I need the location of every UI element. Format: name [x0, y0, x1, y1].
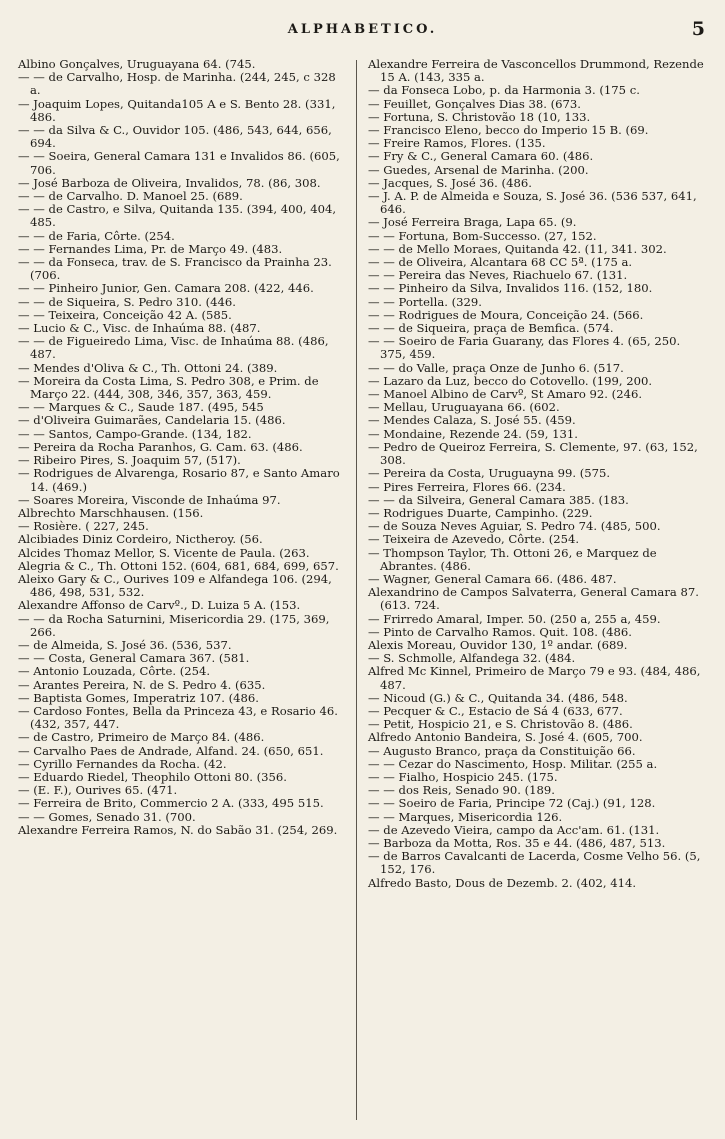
left-column [18, 58, 348, 837]
directory-entry: — Pecquer & C., Estacio de Sá 4 (633, 677. [368, 703, 623, 718]
directory-entry: — — Rodrigues de Moura, Conceição 24. (566. [368, 307, 644, 322]
directory-entry: — Petit, Hospicio 21, e S. Christovão 8. (486. [368, 717, 633, 732]
directory-entry: Alfredo Basto, Dous de Dezemb. 2. (402, 414. [368, 875, 637, 890]
directory-entry: — Carvalho Paes de Andrade, Alfand. 24. (650, 651. [18, 743, 324, 758]
directory-entry: Alcides Thomaz Mellor, S. Vicente de Paula. (263. [18, 545, 310, 560]
directory-entry: — Lucio & C., Visc. de Inhaúma 88. (487. [18, 321, 261, 336]
directory-entry: Alexandrino de Campos Salvaterra, General Camara 87. (613. 724. [368, 585, 699, 613]
directory-entry: — — de Mello Moraes, Quitanda 42. (11, 341. 302. [368, 241, 667, 256]
directory-entry: — — Fialho, Hospicio 245. (175. [368, 769, 558, 784]
directory-entry: — Soares Moreira, Visconde de Inhaúma 97. [18, 492, 281, 507]
directory-entry: — Baptista Gomes, Imperatriz 107. (486. [18, 690, 259, 705]
directory-entry: — de Barros Cavalcanti de Lacerda, Cosme Velho 56. (5, 152, 176. [368, 849, 701, 877]
directory-entry: — de Souza Neves Aguiar, S. Pedro 74. (485, 500. [368, 519, 661, 534]
directory-entry: — — Cezar do Nascimento, Hosp. Militar. (255 a. [368, 756, 658, 771]
directory-entry: — — de Siqueira, S. Pedro 310. (446. [18, 294, 236, 309]
directory-entry: — de Azevedo Vieira, campo da Acc'am. 61. (131. [368, 822, 660, 837]
running-title: ALPHABETICO. [287, 22, 438, 37]
directory-entry: — — Marques, Misericordia 126. [368, 809, 563, 824]
directory-entry: — — de Faria, Côrte. (254. [18, 228, 175, 243]
directory-entry: — Mendes d'Oliva & C., Th. Ottoni 24. (389. [18, 360, 278, 375]
directory-entry: — Fry & C., General Camara 60. (486. [368, 149, 594, 164]
directory-entry: — — Soeiro de Faria Guarany, das Flores 4. (65, 250. 375, 459. [368, 334, 681, 362]
directory-entry: — — de Carvalho. D. Manoel 25. (689. [18, 189, 243, 204]
directory-entry: — — Teixeira, Conceição 42 A. (585. [18, 307, 232, 322]
directory-entry: — Wagner, General Camara 66. (486. 487. [368, 571, 617, 586]
directory-entry: — de Almeida, S. José 36. (536, 537. [18, 637, 232, 652]
directory-entry: — de Castro, Primeiro de Março 84. (486. [18, 730, 265, 745]
directory-entry: — — Costa, General Camara 367. (581. [18, 651, 250, 666]
directory-entry: Alexandre Ferreira de Vasconcellos Drummond, Rezende 15 A. (143, 335 a. [368, 57, 704, 85]
directory-entry: — Lazaro da Luz, becco do Cotovello. (199, 200. [368, 373, 653, 388]
directory-entry: — — da Fonseca, trav. de S. Francisco da Prainha 23. (706. [18, 255, 332, 283]
directory-entry: — Cyrillo Fernandes da Rocha. (42. [18, 756, 227, 771]
directory-entry: — Francisco Eleno, becco do Imperio 15 B. (69. [368, 123, 649, 138]
directory-entry: — Augusto Branco, praça da Constituição 66. [368, 743, 636, 758]
directory-entry: — Arantes Pereira, N. de S. Pedro 4. (635. [18, 677, 266, 692]
directory-entry: — Rosière. ( 227, 245. [18, 519, 149, 534]
directory-entry: — — da Silveira, General Camara 385. (183. [368, 492, 629, 507]
directory-entry: — Pedro de Queiroz Ferreira, S. Clemente, 97. (63, 152, 308. [368, 439, 698, 468]
directory-entry: — — Pinheiro Junior, Gen. Camara 208. (422, 446. [18, 281, 314, 296]
directory-entry: Alexandre Affonso de Carvº., D. Luiza 5 A. (153. [18, 598, 301, 613]
directory-entry: — Frirredo Amaral, Imper. 50. (250 a, 255 a, 459. [368, 611, 661, 626]
directory-entry: Alexis Moreau, Ouvidor 130, 1º andar. (689. [368, 637, 628, 652]
directory-entry: — — de Oliveira, Alcantara 68 CC 5ª. (175 a. [368, 255, 633, 270]
directory-entry: — Nicoud (G.) & C., Quitanda 34. (486, 548. [368, 690, 628, 705]
right-column [368, 58, 708, 890]
directory-entry: Alegria & C., Th. Ottoni 152. (604, 681, 684, 699, 657. [18, 558, 339, 573]
directory-entry: — Rodrigues Duarte, Campinho. (229. [368, 505, 593, 520]
directory-entry: — da Fonseca Lobo, p. da Harmonia 3. (175 c. [368, 83, 640, 98]
directory-entry: — Pereira da Rocha Paranhos, G. Cam. 63. (486. [18, 439, 303, 454]
directory-entry: — — Soeiro de Faria, Principe 72 (Caj.) (91, 128. [368, 796, 656, 811]
directory-entry: — Rodrigues de Alvarenga, Rosario 87, e Santo Amaro 14. (469.) [18, 466, 340, 494]
directory-entry: — S. Schmolle, Alfandega 32. (484. [368, 651, 576, 666]
directory-entry: — Eduardo Riedel, Theophilo Ottoni 80. (356. [18, 769, 287, 784]
directory-entry: — Mendes Calaza, S. José 55. (459. [368, 413, 576, 428]
directory-entry: — Joaquim Lopes, Quitanda105 A e S. Bento 28. (331, 486. [18, 96, 336, 124]
directory-entry: — — Fortuna, Bom-Successo. (27, 152. [368, 228, 597, 243]
directory-entry: Alfred Mc Kinnel, Primeiro de Março 79 e 93. (484, 486, 487. [368, 664, 701, 692]
directory-entry: — — do Valle, praça Onze de Junho 6. (517. [368, 360, 624, 375]
directory-entry: — — de Castro, e Silva, Quitanda 135. (394, 400, 404, 485. [18, 202, 337, 230]
directory-entry: — Pereira da Costa, Uruguayna 99. (575. [368, 466, 611, 481]
directory-entry: — Fortuna, S. Christovão 18 (10, 133. [368, 109, 591, 124]
page-header [0, 18, 725, 44]
column-divider [356, 60, 357, 1120]
directory-entry: Alcibiades Diniz Cordeiro, Nictheroy. (56. [18, 532, 263, 547]
directory-entry: — Mondaine, Rezende 24. (59, 131. [368, 426, 578, 441]
directory-entry: — — Pereira das Neves, Riachuelo 67. (131. [368, 268, 628, 283]
directory-entry: — Cardoso Fontes, Bella da Princeza 43, e Rosario 46. (432, 357, 447. [18, 703, 338, 732]
directory-entry: — Teixeira de Azevedo, Côrte. (254. [368, 532, 580, 547]
directory-entry: — José Barboza de Oliveira, Invalidos, 78. (86, 308. [18, 175, 321, 190]
directory-entry: — Ferreira de Brito, Commercio 2 A. (333, 495 515. [18, 796, 324, 811]
directory-entry: — — Gomes, Senado 31. (700. [18, 809, 196, 824]
directory-entry: — Pires Ferreira, Flores 66. (234. [368, 479, 566, 494]
directory-entry: — Manoel Albino de Carvº, St Amaro 92. (246. [368, 387, 643, 402]
directory-entry: — — da Silva & C., Ouvidor 105. (486, 543, 644, 656, 694. [18, 123, 332, 151]
directory-entry: Alexandre Ferreira Ramos, N. do Sabão 31. (254, 269. [18, 822, 338, 837]
directory-entry: — — de Figueiredo Lima, Visc. de Inhaúma 88. (486, 487. [18, 334, 329, 362]
directory-entry: — Feuillet, Gonçalves Dias 38. (673. [368, 96, 581, 111]
directory-entry: — — de Carvalho, Hosp. de Marinha. (244, 245, c 328 a. [18, 70, 336, 98]
directory-entry: — Mellau, Uruguayana 66. (602. [368, 400, 560, 415]
directory-entry: — Moreira da Costa Lima, S. Pedro 308, e Prim. de Março 22. (444, 308, 346, 357, 363, 459. [18, 373, 319, 402]
directory-entry: — — Soeira, General Camara 131 e Invalidos 86. (605, 706. [18, 149, 340, 177]
directory-entry: — — Marques & C., Saude 187. (495, 545 [18, 400, 264, 415]
directory-entry: — Antonio Louzada, Côrte. (254. [18, 664, 211, 679]
page-number: 5 [691, 18, 705, 40]
directory-entry: Alfredo Antonio Bandeira, S. José 4. (605, 700. [368, 730, 643, 745]
directory-entry: — Guedes, Arsenal de Marinha. (200. [368, 162, 589, 177]
directory-entry: — Pinto de Carvalho Ramos. Quit. 108. (486. [368, 624, 632, 639]
directory-entry: — (E. F.), Ourives 65. (471. [18, 783, 178, 798]
directory-entry: — — Santos, Campo-Grande. (134, 182. [18, 426, 252, 441]
directory-entry: — Jacques, S. José 36. (486. [368, 175, 532, 190]
directory-entry: Aleixo Gary & C., Ourives 109 e Alfandega 106. (294, 486, 498, 531, 532. [18, 571, 332, 600]
directory-entry: — — de Siqueira, praça de Bemfica. (574. [368, 321, 614, 336]
directory-entry: — Ribeiro Pires, S. Joaquim 57, (517). [18, 453, 241, 468]
directory-entry: Albrechto Marschhausen. (156. [18, 505, 204, 520]
directory-entry: — J. A. P. de Almeida e Souza, S. José 36. (536 537, 641, 646. [368, 189, 697, 217]
directory-entry: — Thompson Taylor, Th. Ottoni 26, e Marquez de Abrantes. (486. [368, 545, 657, 573]
directory-entry: — — Fernandes Lima, Pr. de Março 49. (483. [18, 241, 283, 256]
directory-entry: — José Ferreira Braga, Lapa 65. (9. [368, 215, 577, 230]
directory-entry: Albino Gonçalves, Uruguayana 64. (745. [18, 57, 256, 71]
directory-entry: — d'Oliveira Guimarães, Candelaria 15. (486. [18, 413, 286, 428]
directory-entry: — — Pinheiro da Silva, Invalidos 116. (152, 180. [368, 281, 653, 296]
directory-entry: — Freire Ramos, Flores. (135. [368, 136, 546, 151]
directory-entry: — — Portella. (329. [368, 294, 482, 309]
directory-entry: — — dos Reis, Senado 90. (189. [368, 783, 555, 798]
directory-entry: — — da Rocha Saturnini, Misericordia 29. (175, 369, 266. [18, 611, 330, 639]
directory-entry: — Barboza da Motta, Ros. 35 e 44. (486, 487, 513. [368, 835, 666, 850]
